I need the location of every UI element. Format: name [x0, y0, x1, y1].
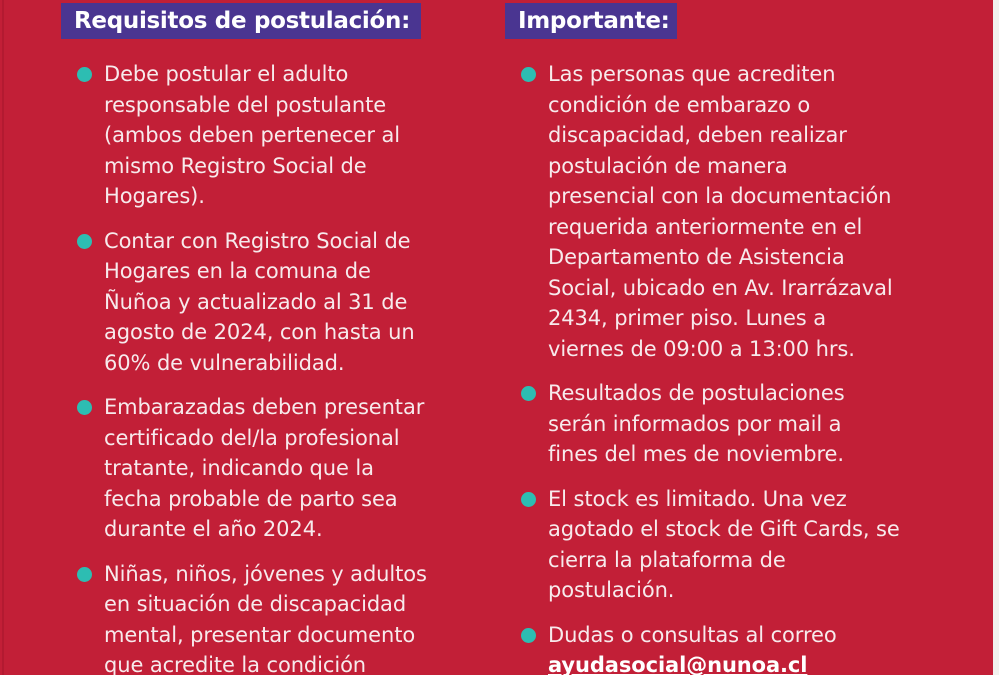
requisito-item-3: Embarazadas deben presentar certificado del/la profesional tratante, indicando que la fecha probable de parto sea durante el año 2024.	[61, 392, 481, 545]
email-link[interactable]: ayudasocial@nunoa.cl	[548, 653, 808, 675]
bullet-dot-icon	[521, 492, 536, 507]
bullet-dot-icon	[77, 400, 92, 415]
importante-item-4: Dudas o consultas al correo ayudasocial@nunoa.cl	[505, 620, 945, 675]
requisitos-section	[61, 0, 481, 675]
bullet-dot-icon	[77, 234, 92, 249]
importante-item-3: El stock es limitado. Una vez agotado el stock de Gift Cards, se cierra la plataforma de postulación.	[505, 484, 945, 606]
bullet-dot-icon	[77, 67, 92, 82]
importante-item-2: Resultados de postulaciones serán informados por mail a fines del mes de noviembre.	[505, 378, 945, 470]
requisito-item-1: Debe postular el adulto responsable del postulante (ambos deben pertenecer al mismo Registro Social de Hogares).	[61, 59, 481, 212]
requisito-item-2: Contar con Registro Social de Hogares en la comuna de Ñuñoa y actualizado al 31 de agosto de 2024, con hasta un 60% de vulnerabilidad.	[61, 226, 481, 379]
bullet-dot-icon	[521, 628, 536, 643]
right-edge-border	[993, 0, 999, 675]
importante-section	[505, 0, 945, 675]
importante-title: Importante:	[505, 3, 677, 39]
requisitos-list	[61, 59, 481, 675]
requisitos-title: Requisitos de postulación:	[61, 3, 421, 39]
bullet-dot-icon	[521, 67, 536, 82]
importante-list	[505, 59, 945, 675]
requisito-item-4: Niñas, niños, jóvenes y adultos en situación de discapacidad mental, presentar documento que acredite la condición	[61, 559, 481, 675]
bullet-dot-icon	[521, 386, 536, 401]
importante-item-1: Las personas que acrediten condición de embarazo o discapacidad, deben realizar postulación de manera presencial con la documentación requerida anteriormente en el Departamento de Asistencia Social, ubicado en Av. Irarrázaval 2434, primer piso. Lunes a viernes de 09:00 a 13:00 hrs.	[505, 59, 945, 364]
bullet-dot-icon	[77, 567, 92, 582]
